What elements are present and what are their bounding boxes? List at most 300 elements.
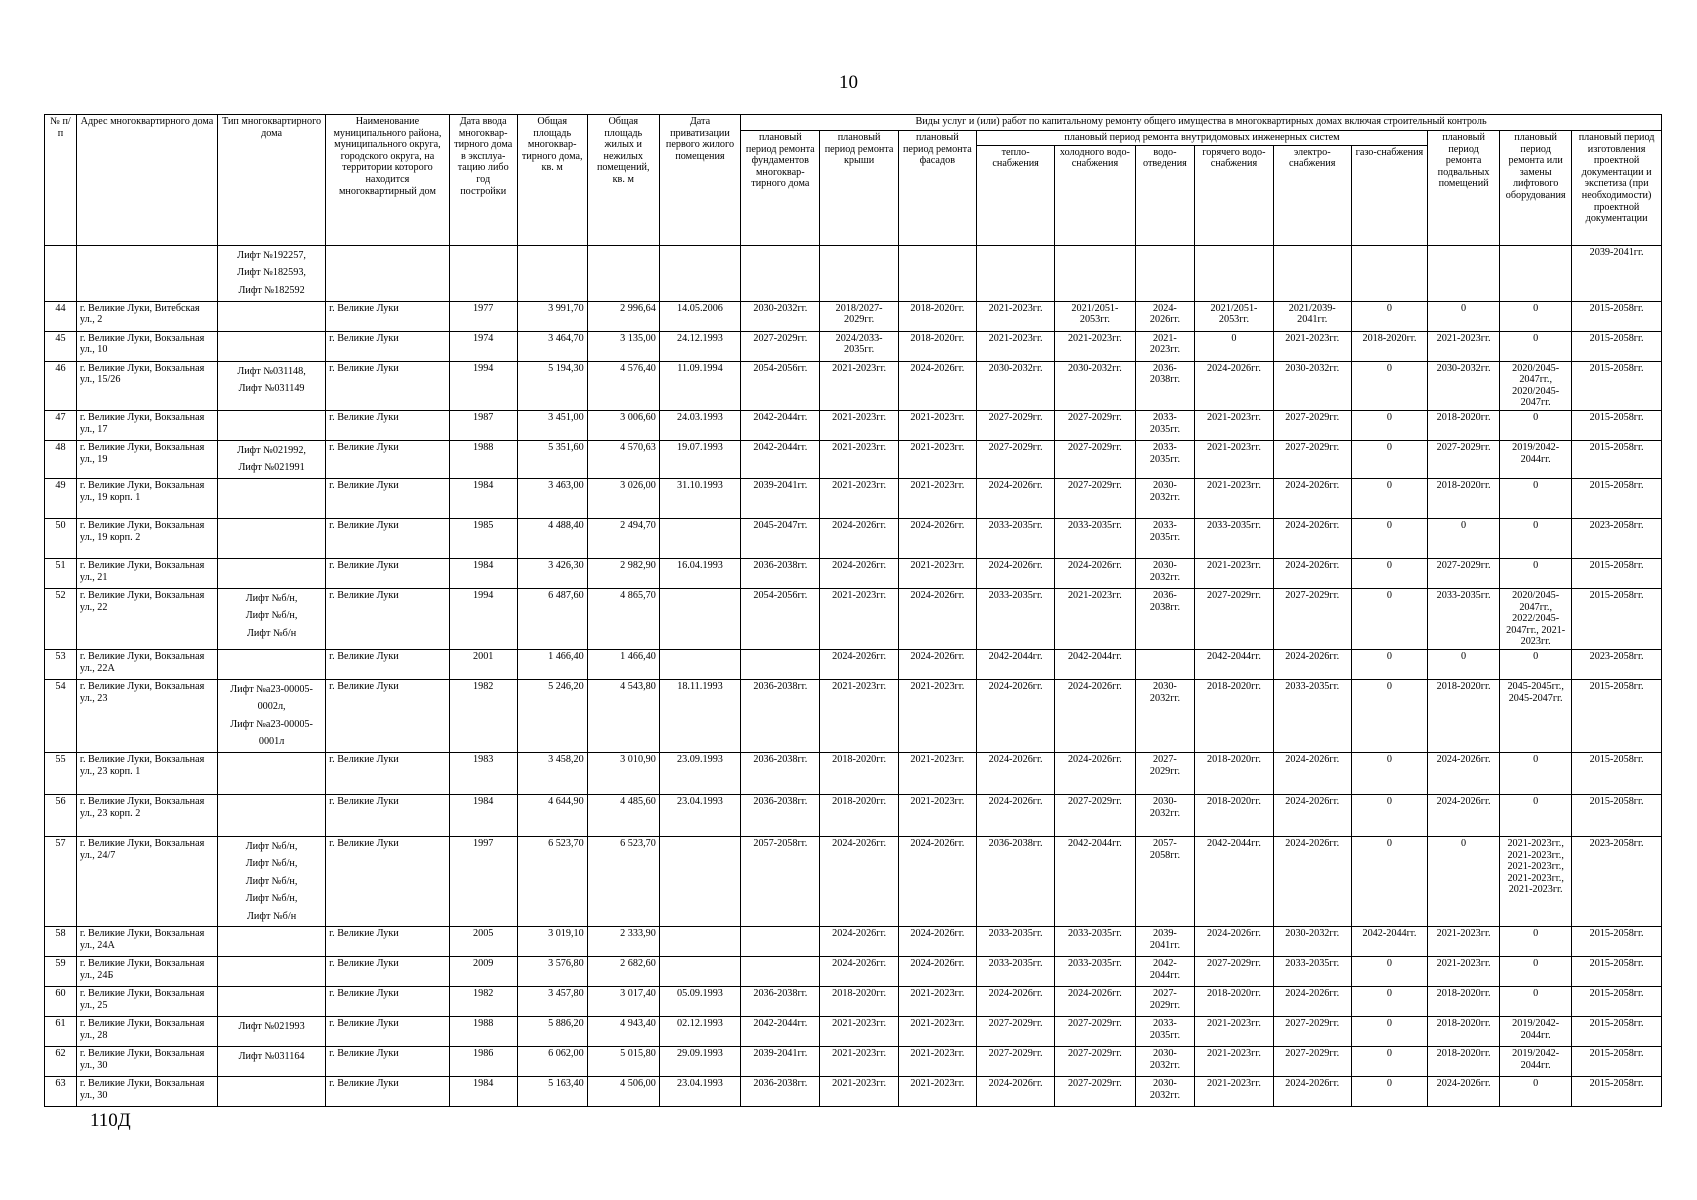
house-type-cell: [218, 410, 326, 440]
facade-cell: 2021-2023гг.: [898, 987, 976, 1017]
header-district: Наименование муниципального района, муниципального округа, городского округа, на территории которого находится многоквартирный дом: [326, 115, 450, 246]
table-row: [45, 752, 1662, 794]
total-area-cell: 5 246,20: [517, 679, 587, 752]
total-area-cell: 6 523,70: [517, 836, 587, 927]
table-row: [45, 361, 1662, 410]
house-type-cell: [218, 1047, 326, 1077]
header-heat: тепло-снабжения: [976, 145, 1054, 245]
design-cell: 2015-2058гг.: [1572, 361, 1662, 410]
table-row: [45, 1017, 1662, 1047]
hot-water-cell: 2021-2023гг.: [1195, 478, 1273, 518]
gas-cell: 0: [1351, 558, 1427, 588]
year-cell: 1984: [449, 1077, 517, 1107]
address-cell: г. Великие Луки, Вокзальная ул., 19 корп. 2: [76, 518, 217, 558]
facade-cell: 2021-2023гг.: [898, 1077, 976, 1107]
header-num: № п/п: [45, 115, 77, 246]
living-area-cell: 2 996,64: [587, 301, 659, 331]
table-row: [45, 794, 1662, 836]
basement-cell: 0: [1428, 518, 1500, 558]
capital-repair-table: [44, 114, 1662, 1107]
sewer-cell: 2027-2029гг.: [1135, 752, 1195, 794]
lift-entry: Лифт №б/н: [247, 910, 297, 922]
privatization-cell: [659, 957, 740, 987]
cold-water-cell: 2027-2029гг.: [1055, 1077, 1135, 1107]
design-cell: 2015-2058гг.: [1572, 1047, 1662, 1077]
year-cell: 1982: [449, 987, 517, 1017]
year-cell: 1984: [449, 478, 517, 518]
cold-water-cell: 2027-2029гг.: [1055, 410, 1135, 440]
gas-cell: 0: [1351, 518, 1427, 558]
row-number: 53: [45, 649, 77, 679]
lift-entry: Лифт №б/н,: [245, 592, 298, 604]
year-cell: 1988: [449, 1017, 517, 1047]
sewer-cell: 2036-2038гг.: [1135, 588, 1195, 649]
year-cell: 1984: [449, 794, 517, 836]
lift-entry: Лифт №192257,: [237, 249, 306, 261]
privatization-cell: [659, 927, 740, 957]
elevator-cell: 0: [1500, 794, 1572, 836]
header-gas: газо-снабжения: [1351, 145, 1427, 245]
cold-water-cell: 2027-2029гг.: [1055, 478, 1135, 518]
lift-entry: Лифт №б/н,: [245, 875, 298, 887]
roof-cell: 2024/2033-2035гг.: [820, 331, 898, 361]
facade-cell: 2024-2026гг.: [898, 649, 976, 679]
elevator-cell: 0: [1500, 331, 1572, 361]
table-row: [45, 836, 1662, 927]
facade-cell: 2021-2023гг.: [898, 679, 976, 752]
facade-cell: 2024-2026гг.: [898, 588, 976, 649]
basement-cell: 2021-2023гг.: [1428, 927, 1500, 957]
address-cell: г. Великие Луки, Вокзальная ул., 23 корп. 2: [76, 794, 217, 836]
foundation-cell: 2045-2047гг.: [741, 518, 820, 558]
total-area-cell: 3 464,70: [517, 331, 587, 361]
basement-cell: 0: [1428, 301, 1500, 331]
living-area-cell: 2 333,90: [587, 927, 659, 957]
total-area-cell: 3 019,10: [517, 927, 587, 957]
design-cell: 2015-2058гг.: [1572, 679, 1662, 752]
basement-cell: 2018-2020гг.: [1428, 1047, 1500, 1077]
facade-cell: 2021-2023гг.: [898, 1047, 976, 1077]
district-cell: г. Великие Луки: [326, 1017, 450, 1047]
facade-cell: 2024-2026гг.: [898, 361, 976, 410]
privatization-cell: 11.09.1994: [659, 361, 740, 410]
total-area-cell: 3 457,80: [517, 987, 587, 1017]
table-row: [45, 987, 1662, 1017]
design-cell: 2015-2058гг.: [1572, 752, 1662, 794]
electric-cell: 2024-2026гг.: [1273, 794, 1351, 836]
table-row: [45, 927, 1662, 957]
address-cell: г. Великие Луки, Вокзальная ул., 23 корп. 1: [76, 752, 217, 794]
elevator-cell: 0: [1500, 987, 1572, 1017]
year-cell: 1974: [449, 331, 517, 361]
address-cell: г. Великие Луки, Вокзальная ул., 30: [76, 1047, 217, 1077]
sewer-cell: 2030-2032гг.: [1135, 1047, 1195, 1077]
gas-cell: 2018-2020гг.: [1351, 331, 1427, 361]
row-number: 63: [45, 1077, 77, 1107]
house-type-cell: [218, 440, 326, 478]
lift-entry: Лифт №031149: [238, 383, 305, 395]
privatization-cell: 23.09.1993: [659, 752, 740, 794]
privatization-cell: 23.04.1993: [659, 794, 740, 836]
house-type-cell: [218, 927, 326, 957]
header-basement: плановый период ремонта подвальных помещений: [1428, 131, 1500, 246]
footer-code: 110Д: [90, 1110, 131, 1131]
sewer-cell: [1135, 649, 1195, 679]
row-number: 50: [45, 518, 77, 558]
living-area-cell: 2 494,70: [587, 518, 659, 558]
total-area-cell: 4 644,90: [517, 794, 587, 836]
gas-cell: 0: [1351, 957, 1427, 987]
row-number: 54: [45, 679, 77, 752]
house-type-cell: [218, 794, 326, 836]
elevator-cell: 0: [1500, 301, 1572, 331]
living-area-cell: 3 017,40: [587, 987, 659, 1017]
hot-water-cell: 2021-2023гг.: [1195, 1017, 1273, 1047]
gas-cell: 0: [1351, 440, 1427, 478]
electric-cell: 2027-2029гг.: [1273, 1017, 1351, 1047]
sewer-cell: 2027-2029гг.: [1135, 987, 1195, 1017]
lift-entry: Лифт №а23-00005-0001л: [230, 718, 313, 748]
elevator-cell: 0: [1500, 927, 1572, 957]
table-row: [45, 558, 1662, 588]
house-type-cell: [218, 987, 326, 1017]
header-type: Тип многоквартирного дома: [218, 115, 326, 246]
electric-cell: 2030-2032гг.: [1273, 361, 1351, 410]
district-cell: г. Великие Луки: [326, 558, 450, 588]
privatization-cell: 05.09.1993: [659, 987, 740, 1017]
district-cell: г. Великие Луки: [326, 987, 450, 1017]
cold-water-cell: 2021-2023гг.: [1055, 331, 1135, 361]
gas-cell: 0: [1351, 1077, 1427, 1107]
header-year: Дата ввода многоквар-тирного дома в эксплуа-тацию либо год постройки: [449, 115, 517, 246]
lift-entry: Лифт №б/н,: [245, 858, 298, 870]
header-total-area: Общая площадь многоквар-тирного дома, кв. м: [517, 115, 587, 246]
privatization-cell: 29.09.1993: [659, 1047, 740, 1077]
district-cell: г. Великие Луки: [326, 410, 450, 440]
design-cell: 2023-2058гг.: [1572, 518, 1662, 558]
foundation-cell: 2036-2038гг.: [741, 794, 820, 836]
address-cell: г. Великие Луки, Вокзальная ул., 19: [76, 440, 217, 478]
cold-water-cell: 2033-2035гг.: [1055, 518, 1135, 558]
privatization-cell: 24.03.1993: [659, 410, 740, 440]
total-area-cell: 3 463,00: [517, 478, 587, 518]
heat-cell: 2030-2032гг.: [976, 361, 1054, 410]
row-number: 60: [45, 987, 77, 1017]
living-area-cell: 3 026,00: [587, 478, 659, 518]
table-row: [45, 410, 1662, 440]
hot-water-cell: 2024-2026гг.: [1195, 927, 1273, 957]
house-type-cell: [218, 331, 326, 361]
roof-cell: 2024-2026гг.: [820, 836, 898, 927]
sewer-cell: 2033-2035гг.: [1135, 518, 1195, 558]
basement-cell: 2018-2020гг.: [1428, 679, 1500, 752]
elevator-cell: 0: [1500, 410, 1572, 440]
continuation-lifts: [218, 245, 326, 301]
foundation-cell: 2054-2056гг.: [741, 588, 820, 649]
design-cell: 2015-2058гг.: [1572, 794, 1662, 836]
facade-cell: 2024-2026гг.: [898, 957, 976, 987]
cold-water-cell: 2024-2026гг.: [1055, 558, 1135, 588]
living-area-cell: 4 506,00: [587, 1077, 659, 1107]
elevator-cell: 2020/2045-2047гг., 2020/2045-2047гг.: [1500, 361, 1572, 410]
address-cell: г. Великие Луки, Вокзальная ул., 24А: [76, 927, 217, 957]
privatization-cell: 18.11.1993: [659, 679, 740, 752]
cold-water-cell: 2042-2044гг.: [1055, 836, 1135, 927]
heat-cell: 2024-2026гг.: [976, 679, 1054, 752]
living-area-cell: 4 485,60: [587, 794, 659, 836]
design-cell: 2015-2058гг.: [1572, 588, 1662, 649]
address-cell: г. Великие Луки, Вокзальная ул., 23: [76, 679, 217, 752]
total-area-cell: 5 163,40: [517, 1077, 587, 1107]
page-number: 10: [839, 72, 858, 93]
roof-cell: 2024-2026гг.: [820, 558, 898, 588]
heat-cell: 2021-2023гг.: [976, 301, 1054, 331]
hot-water-cell: 2042-2044гг.: [1195, 836, 1273, 927]
foundation-cell: 2036-2038гг.: [741, 1077, 820, 1107]
year-cell: 1983: [449, 752, 517, 794]
year-cell: 1987: [449, 410, 517, 440]
electric-cell: 2033-2035гг.: [1273, 679, 1351, 752]
basement-cell: 2024-2026гг.: [1428, 794, 1500, 836]
design-cell: 2015-2058гг.: [1572, 440, 1662, 478]
lift-entry: Лифт №182593,: [237, 267, 306, 279]
house-type-cell: [218, 301, 326, 331]
lift-entry: Лифт №б/н,: [245, 610, 298, 622]
electric-cell: 2033-2035гг.: [1273, 957, 1351, 987]
basement-cell: 2024-2026гг.: [1428, 752, 1500, 794]
row-number: 55: [45, 752, 77, 794]
hot-water-cell: 2021-2023гг.: [1195, 1077, 1273, 1107]
foundation-cell: 2039-2041гг.: [741, 478, 820, 518]
living-area-cell: 4 943,40: [587, 1017, 659, 1047]
privatization-cell: [659, 836, 740, 927]
heat-cell: 2033-2035гг.: [976, 588, 1054, 649]
house-type-cell: [218, 1077, 326, 1107]
total-area-cell: 3 426,30: [517, 558, 587, 588]
header-roof: плановый период ремонта крыши: [820, 131, 898, 246]
district-cell: г. Великие Луки: [326, 361, 450, 410]
hot-water-cell: 0: [1195, 331, 1273, 361]
sewer-cell: 2030-2032гг.: [1135, 478, 1195, 518]
total-area-cell: 6 487,60: [517, 588, 587, 649]
house-type-cell: [218, 957, 326, 987]
gas-cell: 0: [1351, 987, 1427, 1017]
table-row: [45, 440, 1662, 478]
header-design: плановый период изготовления проектной документации и экспетиза (при необходимости) проектной документации: [1572, 131, 1662, 246]
lift-entry: Лифт №031148,: [237, 365, 306, 377]
electric-cell: 2027-2029гг.: [1273, 440, 1351, 478]
cold-water-cell: 2024-2026гг.: [1055, 752, 1135, 794]
heat-cell: 2024-2026гг.: [976, 752, 1054, 794]
design-cell: 2015-2058гг.: [1572, 987, 1662, 1017]
sewer-cell: 2030-2032гг.: [1135, 794, 1195, 836]
basement-cell: 2021-2023гг.: [1428, 331, 1500, 361]
house-type-cell: [218, 836, 326, 927]
basement-cell: 2018-2020гг.: [1428, 987, 1500, 1017]
electric-cell: 2024-2026гг.: [1273, 836, 1351, 927]
living-area-cell: 6 523,70: [587, 836, 659, 927]
facade-cell: 2021-2023гг.: [898, 752, 976, 794]
total-area-cell: 3 576,80: [517, 957, 587, 987]
electric-cell: 2021/2039-2041гг.: [1273, 301, 1351, 331]
foundation-cell: 2042-2044гг.: [741, 440, 820, 478]
lift-entry: Лифт №б/н,: [245, 893, 298, 905]
basement-cell: 2024-2026гг.: [1428, 1077, 1500, 1107]
cold-water-cell: 2027-2029гг.: [1055, 440, 1135, 478]
header-works-group: Виды услуг и (или) работ по капитальному ремонту общего имущества в многоквартирных домах включая строительный контроль: [741, 115, 1662, 131]
design-cell: 2015-2058гг.: [1572, 1077, 1662, 1107]
row-number: 59: [45, 957, 77, 987]
electric-cell: 2030-2032гг.: [1273, 927, 1351, 957]
electric-cell: 2024-2026гг.: [1273, 518, 1351, 558]
sewer-cell: 2021-2023гг.: [1135, 331, 1195, 361]
gas-cell: 0: [1351, 836, 1427, 927]
sewer-cell: 2033-2035гг.: [1135, 410, 1195, 440]
sewer-cell: 2039-2041гг.: [1135, 927, 1195, 957]
design-cell: 2015-2058гг.: [1572, 957, 1662, 987]
header-systems-group: плановый период ремонта внутридомовых инженерных систем: [976, 131, 1427, 146]
gas-cell: 0: [1351, 1017, 1427, 1047]
heat-cell: 2027-2029гг.: [976, 1047, 1054, 1077]
foundation-cell: 2030-2032гг.: [741, 301, 820, 331]
basement-cell: 0: [1428, 649, 1500, 679]
electric-cell: 2024-2026гг.: [1273, 558, 1351, 588]
privatization-cell: 02.12.1993: [659, 1017, 740, 1047]
elevator-cell: 2021-2023гг., 2021-2023гг., 2021-2023гг., 2021-2023гг., 2021-2023гг.: [1500, 836, 1572, 927]
address-cell: г. Великие Луки, Вокзальная ул., 25: [76, 987, 217, 1017]
elevator-cell: 2019/2042-2044гг.: [1500, 440, 1572, 478]
facade-cell: 2018-2020гг.: [898, 301, 976, 331]
table-body: [45, 245, 1662, 1107]
hot-water-cell: 2027-2029гг.: [1195, 957, 1273, 987]
roof-cell: 2024-2026гг.: [820, 649, 898, 679]
house-type-cell: [218, 361, 326, 410]
cold-water-cell: 2024-2026гг.: [1055, 679, 1135, 752]
row-number: 48: [45, 440, 77, 478]
privatization-cell: 19.07.1993: [659, 440, 740, 478]
district-cell: г. Великие Луки: [326, 679, 450, 752]
year-cell: 1994: [449, 361, 517, 410]
facade-cell: 2021-2023гг.: [898, 410, 976, 440]
gas-cell: 0: [1351, 410, 1427, 440]
district-cell: г. Великие Луки: [326, 301, 450, 331]
address-cell: г. Великие Луки, Вокзальная ул., 10: [76, 331, 217, 361]
electric-cell: 2024-2026гг.: [1273, 1077, 1351, 1107]
heat-cell: 2027-2029гг.: [976, 440, 1054, 478]
year-cell: 1994: [449, 588, 517, 649]
facade-cell: 2021-2023гг.: [898, 558, 976, 588]
gas-cell: 2042-2044гг.: [1351, 927, 1427, 957]
table-row: [45, 301, 1662, 331]
design-cell: 2023-2058гг.: [1572, 649, 1662, 679]
elevator-cell: 0: [1500, 1077, 1572, 1107]
roof-cell: 2021-2023гг.: [820, 679, 898, 752]
basement-cell: 2030-2032гг.: [1428, 361, 1500, 410]
hot-water-cell: 2042-2044гг.: [1195, 649, 1273, 679]
year-cell: 2005: [449, 927, 517, 957]
row-number: 51: [45, 558, 77, 588]
table-row: [45, 478, 1662, 518]
hot-water-cell: 2021-2023гг.: [1195, 558, 1273, 588]
privatization-cell: 16.04.1993: [659, 558, 740, 588]
roof-cell: 2018/2027-2029гг.: [820, 301, 898, 331]
district-cell: г. Великие Луки: [326, 478, 450, 518]
header-living-area: Общая площадь жилых и нежилых помещений, кв. м: [587, 115, 659, 246]
row-number: 49: [45, 478, 77, 518]
house-type-cell: [218, 478, 326, 518]
address-cell: г. Великие Луки, Вокзальная ул., 19 корп. 1: [76, 478, 217, 518]
address-cell: г. Великие Луки, Вокзальная ул., 30: [76, 1077, 217, 1107]
elevator-cell: 0: [1500, 752, 1572, 794]
electric-cell: 2027-2029гг.: [1273, 588, 1351, 649]
year-cell: 1988: [449, 440, 517, 478]
row-number: 52: [45, 588, 77, 649]
lift-entry: Лифт №021992,: [237, 444, 306, 456]
living-area-cell: 3 006,60: [587, 410, 659, 440]
electric-cell: 2024-2026гг.: [1273, 649, 1351, 679]
living-area-cell: 4 570,63: [587, 440, 659, 478]
cold-water-cell: 2021/2051-2053гг.: [1055, 301, 1135, 331]
hot-water-cell: 2027-2029гг.: [1195, 588, 1273, 649]
basement-cell: 2018-2020гг.: [1428, 410, 1500, 440]
electric-cell: 2021-2023гг.: [1273, 331, 1351, 361]
cold-water-cell: 2027-2029гг.: [1055, 794, 1135, 836]
header-elevator: плановый период ремонта или замены лифтового оборудования: [1500, 131, 1572, 246]
elevator-cell: 2045-2045гг., 2045-2047гг.: [1500, 679, 1572, 752]
hot-water-cell: 2021-2023гг.: [1195, 410, 1273, 440]
district-cell: г. Великие Луки: [326, 440, 450, 478]
cold-water-cell: 2033-2035гг.: [1055, 927, 1135, 957]
table-row: [45, 679, 1662, 752]
foundation-cell: 2036-2038гг.: [741, 679, 820, 752]
roof-cell: 2021-2023гг.: [820, 588, 898, 649]
gas-cell: 0: [1351, 301, 1427, 331]
heat-cell: 2027-2029гг.: [976, 1017, 1054, 1047]
elevator-cell: 0: [1500, 558, 1572, 588]
hot-water-cell: 2018-2020гг.: [1195, 794, 1273, 836]
facade-cell: 2024-2026гг.: [898, 836, 976, 927]
hot-water-cell: 2021/2051-2053гг.: [1195, 301, 1273, 331]
hot-water-cell: 2024-2026гг.: [1195, 361, 1273, 410]
lift-entry: Лифт №б/н,: [245, 840, 298, 852]
foundation-cell: 2039-2041гг.: [741, 1047, 820, 1077]
foundation-cell: [741, 649, 820, 679]
roof-cell: 2021-2023гг.: [820, 1047, 898, 1077]
living-area-cell: 3 010,90: [587, 752, 659, 794]
year-cell: 1982: [449, 679, 517, 752]
year-cell: 1984: [449, 558, 517, 588]
roof-cell: 2021-2023гг.: [820, 478, 898, 518]
address-cell: г. Великие Луки, Вокзальная ул., 15/26: [76, 361, 217, 410]
living-area-cell: 2 682,60: [587, 957, 659, 987]
living-area-cell: 2 982,90: [587, 558, 659, 588]
district-cell: г. Великие Луки: [326, 518, 450, 558]
sewer-cell: 2030-2032гг.: [1135, 1077, 1195, 1107]
heat-cell: 2024-2026гг.: [976, 794, 1054, 836]
roof-cell: 2021-2023гг.: [820, 1017, 898, 1047]
electric-cell: 2024-2026гг.: [1273, 478, 1351, 518]
privatization-cell: [659, 588, 740, 649]
basement-cell: 2018-2020гг.: [1428, 478, 1500, 518]
cold-water-cell: 2042-2044гг.: [1055, 649, 1135, 679]
heat-cell: 2024-2026гг.: [976, 558, 1054, 588]
house-type-cell: [218, 649, 326, 679]
gas-cell: 0: [1351, 361, 1427, 410]
gas-cell: 0: [1351, 679, 1427, 752]
privatization-cell: 24.12.1993: [659, 331, 740, 361]
sewer-cell: 2033-2035гг.: [1135, 440, 1195, 478]
row-number: 47: [45, 410, 77, 440]
